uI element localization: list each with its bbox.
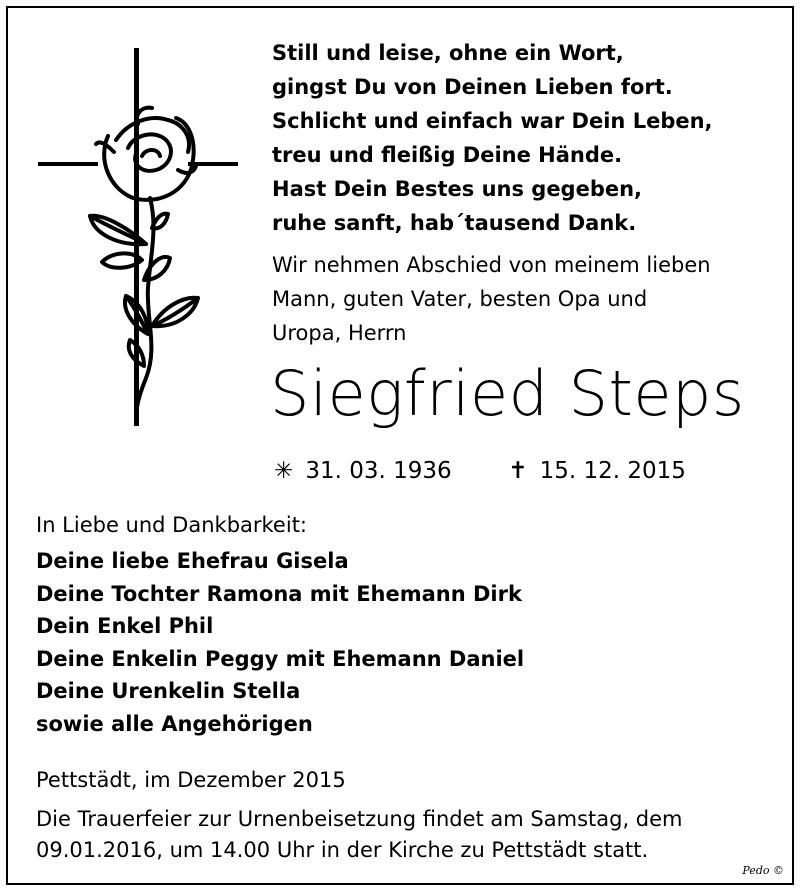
funeral-service-info <box>36 804 683 866</box>
farewell-intro <box>272 248 772 350</box>
cross-with-rose-icon <box>38 48 248 438</box>
mourner-item: Deine Enkelin Peggy mit Ehemann Daniel <box>36 646 525 671</box>
verse-line: treu und fleißig Deine Hände. <box>272 143 623 167</box>
birth-date: 31. 03. 1936 <box>305 458 452 484</box>
verse-line: Hast Dein Bestes uns gegeben, <box>272 177 643 201</box>
mourner-item: Dein Enkel Phil <box>36 614 214 638</box>
mourner-item: sowie alle Angehörigen <box>36 711 313 736</box>
obituary-notice <box>6 6 794 885</box>
intro-line: Mann, guten Vater, besten Opa und <box>272 287 648 311</box>
deceased-name: Siegfried Steps <box>270 357 745 430</box>
verse-line: gingst Du von Deinen Lieben fort. <box>272 75 673 99</box>
mourners-heading: In Liebe und Dankbarkeit: <box>36 513 308 537</box>
intro-line: Wir nehmen Abschied von meinem lieben <box>272 253 711 277</box>
death-cross-icon: ✝ <box>508 458 528 484</box>
service-line: Die Trauerfeier zur Urnenbeisetzung findet am Samstag, dem <box>36 807 683 831</box>
verse-line: Still und leise, ohne ein Wort, <box>272 41 624 65</box>
birth-star-icon: ✳ <box>274 458 294 484</box>
place-and-date: Pettstädt, im Dezember 2015 <box>36 768 346 792</box>
intro-line: Uropa, Herrn <box>272 321 407 345</box>
service-line: 09.01.2016, um 14.00 Uhr in der Kirche zu Pettstädt statt. <box>36 838 649 862</box>
death-date: 15. 12. 2015 <box>539 458 686 484</box>
verse-line: ruhe sanft, hab´tausend Dank. <box>272 211 637 235</box>
verse-line: Schlicht und einfach war Dein Leben, <box>272 109 713 133</box>
mourner-item: Deine liebe Ehefrau Gisela <box>36 549 349 573</box>
life-dates <box>274 454 686 488</box>
mourner-item: Deine Tochter Ramona mit Ehemann Dirk <box>36 581 522 606</box>
mourners-list <box>36 545 524 740</box>
mourner-item: Deine Urenkelin Stella <box>36 679 301 703</box>
designer-credit: Pedo © <box>742 864 784 877</box>
memorial-verse <box>272 36 713 240</box>
